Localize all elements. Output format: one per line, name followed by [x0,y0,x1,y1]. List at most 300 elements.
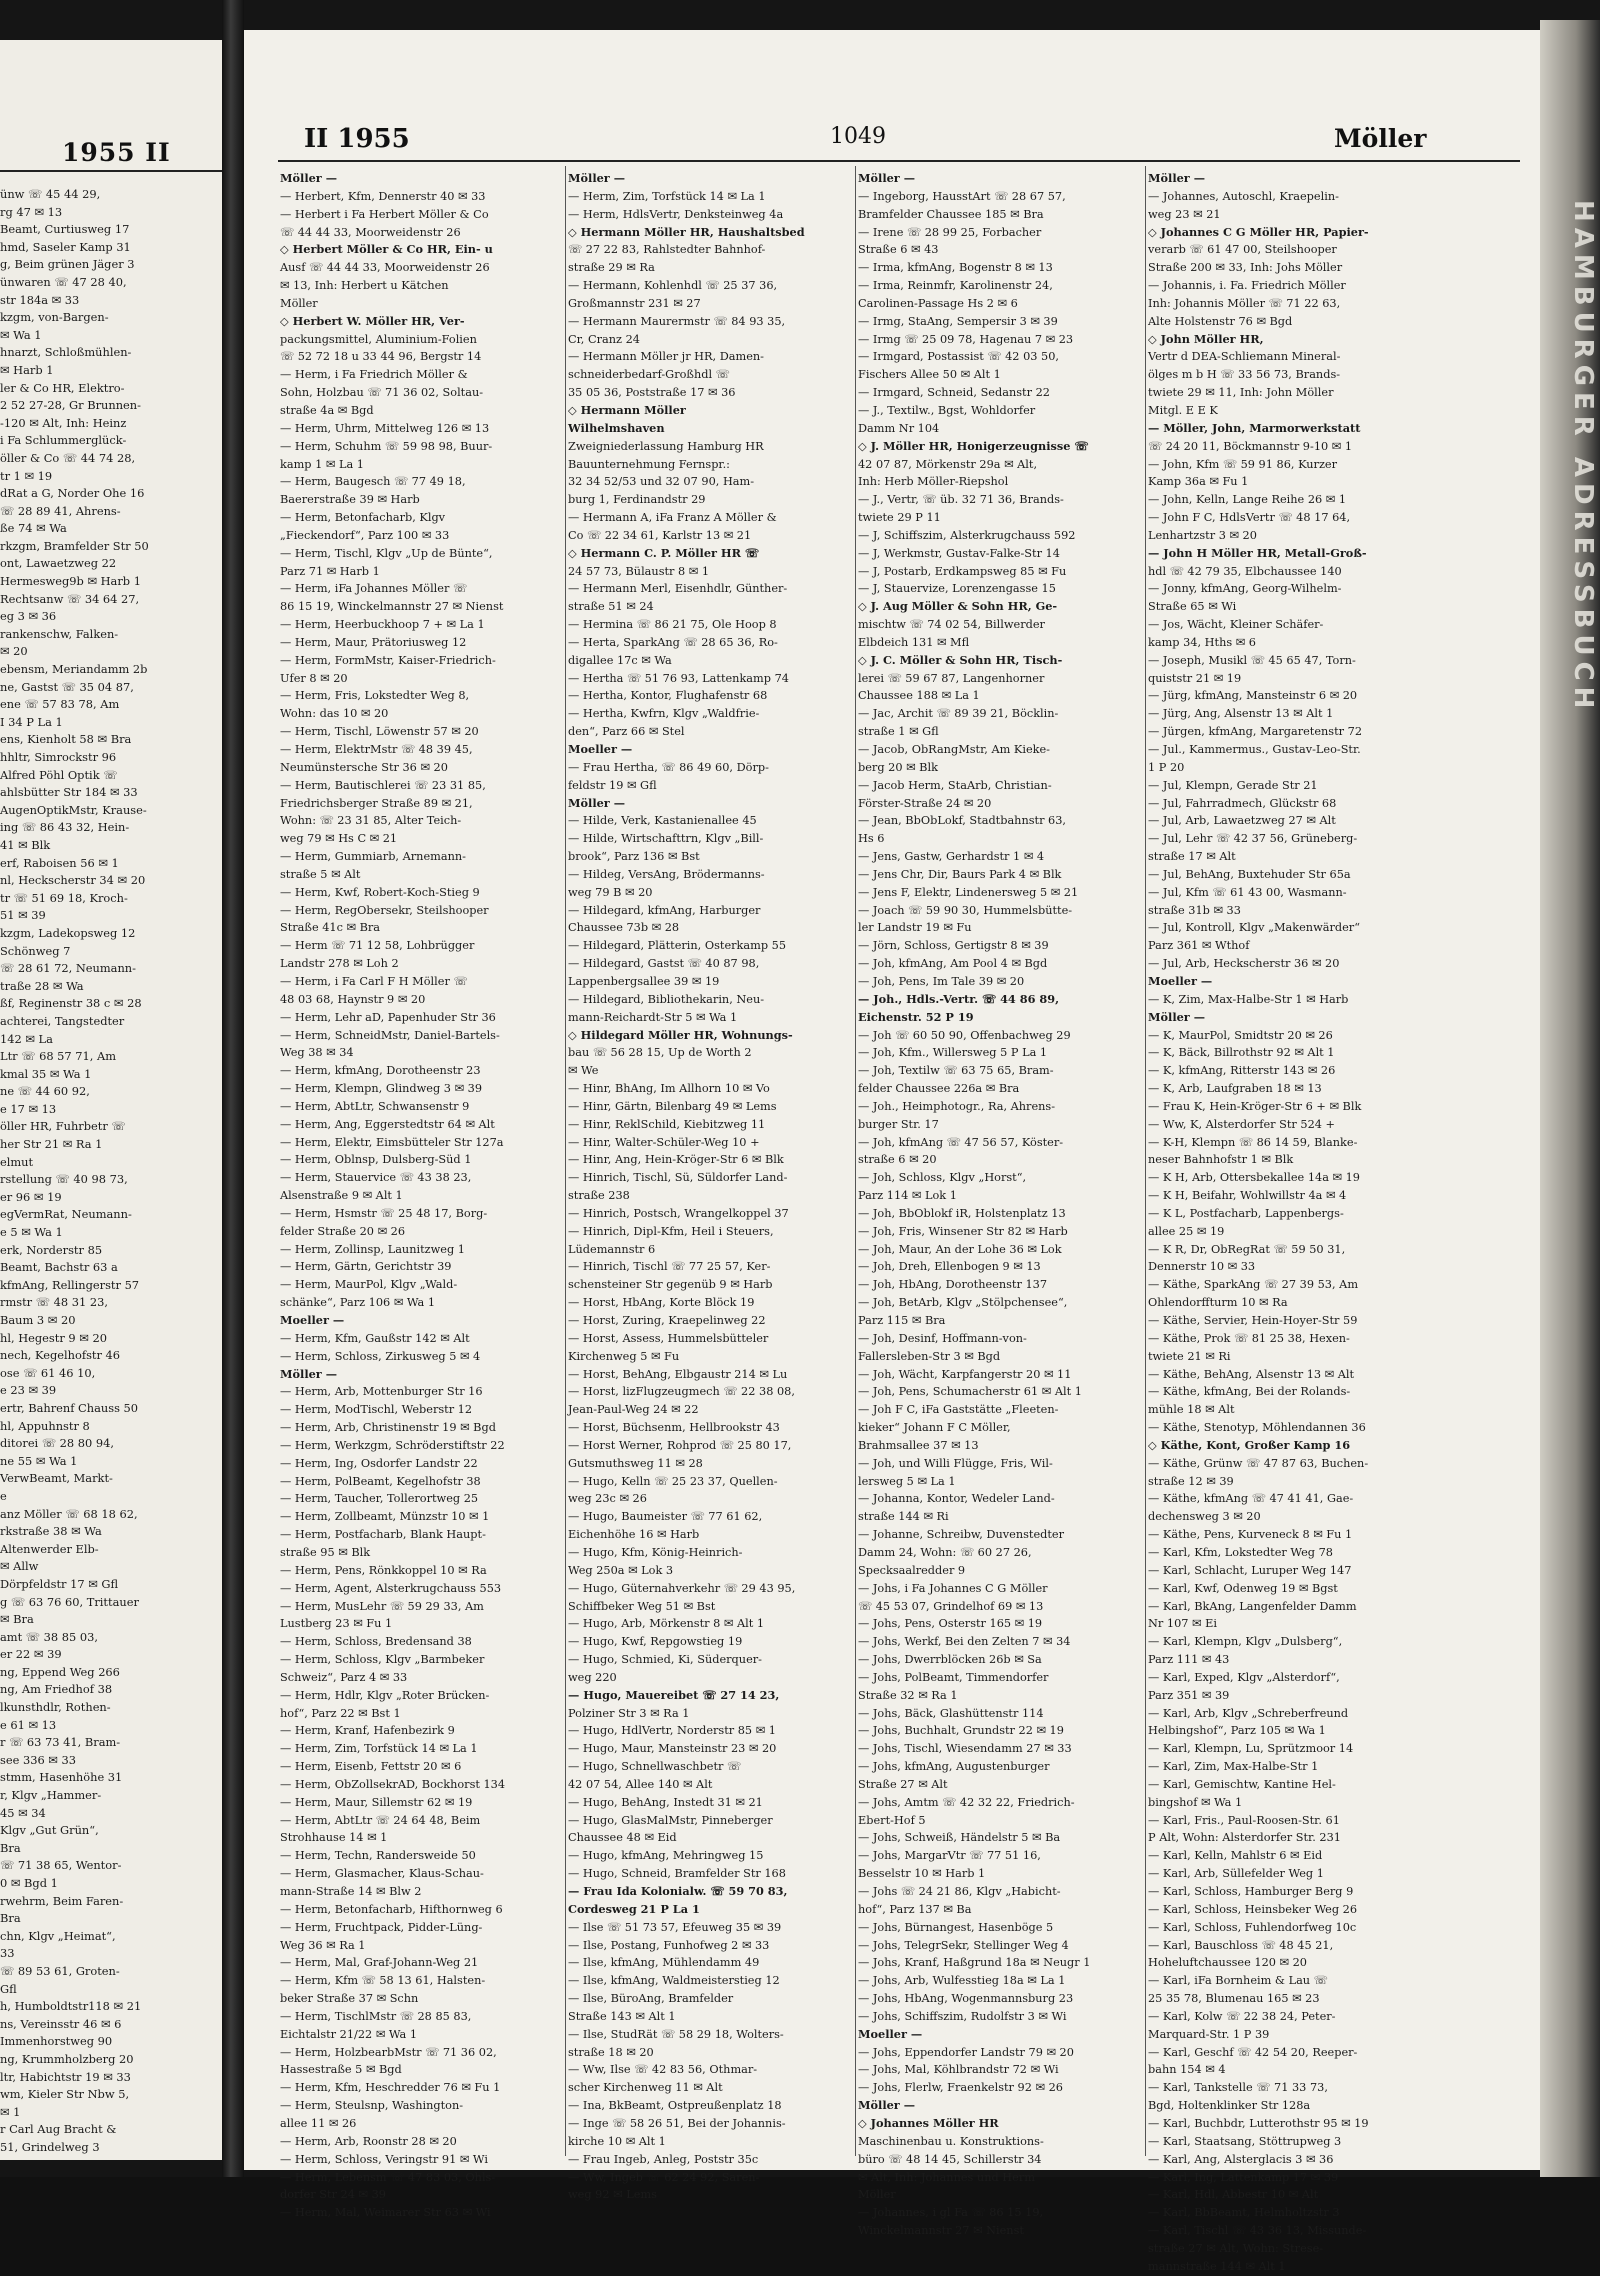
directory-line: nl, Heckscherstr 34 ✉ 20 [0,873,146,888]
directory-line: — Herm, Schloss, Bredensand 38 [280,1635,472,1649]
main-page [244,30,1540,2273]
directory-line: Kamp 36a ✉ Fu 1 [1148,475,1249,489]
column-separator [565,166,566,2156]
directory-line: Möller — [280,171,337,185]
directory-line: anz Möller ☏ 68 18 62, [0,1506,138,1521]
directory-line: Damm Nr 104 [858,421,940,435]
directory-line: weg 23 ✉ 21 [1148,207,1221,221]
directory-line: i Fa Schlummerglück- [0,433,127,448]
directory-column-3 [858,170,1144,2240]
directory-line: -120 ✉ Alt, Inh: Heinz [0,415,127,430]
directory-line: — Hugo, Schmied, Ki, Süderquer- [568,1653,762,1667]
directory-line: straße 12 ✉ 39 [1148,1474,1234,1488]
directory-line: — Herm, Schloss, Veringstr 91 ✉ Wi [280,2152,488,2166]
directory-line: Baererstraße 39 ✉ Harb [280,493,420,507]
directory-line: — Herm, PolBeamt, Kegelhofstr 38 [280,1474,481,1488]
directory-line: Fallersleben-Str 3 ✉ Bgd [858,1349,1001,1363]
directory-line: — Hildegard, Gastst ☏ 40 87 98, [568,957,760,971]
directory-line: — Herm, Arb, Mottenburger Str 16 [280,1385,483,1399]
directory-line: hnarzt, Schloßmühlen- [0,345,132,360]
directory-line: Altenwerder Elb- [0,1541,99,1556]
directory-line: ✉ We [568,1064,599,1078]
directory-line: Förster-Straße 24 ✉ 20 [858,796,992,810]
directory-line: — J, Werkmstr, Gustav-Falke-Str 14 [858,546,1060,560]
directory-line: — John F C, HdlsVertr ☏ 48 17 64, [1148,511,1351,525]
directory-line: — Hildegard, Plätterin, Osterkamp 55 [568,939,787,953]
directory-line: — Karl, Arb, Süllefelder Weg 1 [1148,1867,1324,1881]
directory-line: Schönweg 7 [0,943,71,958]
directory-line: Weg 36 ✉ Ra 1 [280,1938,366,1952]
directory-line: — Herm, Zollbeamt, Münzstr 10 ✉ 1 [280,1510,490,1524]
directory-line: kirche 10 ✉ Alt 1 [568,2134,666,2148]
directory-line: — Jürg, Ang, Alsenstr 13 ✉ Alt 1 [1148,707,1334,721]
directory-line: — Ww, Ingeb ☏ 62 24 92, Saren- [568,2170,760,2184]
directory-line: Ufer 8 ✉ 20 [280,671,348,685]
directory-line: — Hugo, BehAng, Instedt 31 ✉ 21 [568,1795,763,1809]
directory-line: Lappenbergsallee 39 ✉ 19 [568,974,720,988]
directory-line: — John, Kfm ☏ 59 91 86, Kurzer [1148,457,1337,471]
directory-line: Möller [280,296,318,310]
directory-line: r ☏ 63 73 41, Bram- [0,1735,121,1750]
directory-line: Lüdemannstr 6 [568,1242,656,1256]
left-page-header: 1955 II [62,138,171,167]
directory-line: Wilhelmshaven [568,420,665,435]
directory-line: ☏ 52 72 18 u 33 44 96, Bergstr 14 [280,350,482,364]
directory-line: — Herm, Bautischlerei ☏ 23 31 85, [280,778,486,792]
directory-line: — Joh, Pens, Schumacherstr 61 ✉ Alt 1 [858,1385,1082,1399]
directory-line: Bauunternehmung Fernspr.: [568,457,730,471]
directory-line: — K, kfmAng, Ritterstr 143 ✉ 26 [1148,1064,1336,1078]
column-separator [1145,166,1146,2156]
directory-line: Möller — [568,795,625,810]
directory-line: — Herm, Betonfacharb, Klgv [280,511,446,525]
directory-line: — Herm, ModTischl, Weberstr 12 [280,1403,473,1417]
directory-line: — Karl, Geschf ☏ 42 54 20, Reeper- [1148,2045,1358,2059]
directory-line: hl, Appuhnstr 8 [0,1418,90,1433]
directory-line: — Jul, Arb, Heckscherstr 36 ✉ 20 [1148,957,1340,971]
directory-line: ◇ J. Möller HR, Honigerzeugnisse ☏ [858,438,1089,453]
directory-line: — Johs, HbAng, Wogenmannsburg 23 [858,1992,1074,2006]
directory-line: — Herm, Techn, Randersweide 50 [280,1849,476,1863]
directory-line: Möller [858,2188,896,2202]
directory-line: — Herm, Kfm, Gaußstr 142 ✉ Alt [280,1331,470,1345]
directory-line: rkstraße 38 ✉ Wa [0,1524,102,1539]
directory-line: — Käthe, Grünw ☏ 47 87 63, Buchen- [1148,1456,1369,1470]
directory-line: — Joh, Schloss, Klgv „Horst“, [858,1171,1027,1185]
directory-line: — Hinr, Gärtn, Bilenbarg 49 ✉ Lems [568,1099,777,1113]
directory-line: — Herm, Maur, Sillemstr 62 ✉ 19 [280,1795,473,1809]
directory-line: — Herm, Gärtn, Gerichtstr 39 [280,1260,452,1274]
directory-line: — Hinrich, Tischl, Sü, Süldorfer Land- [568,1171,788,1185]
directory-line: Bramfelder Chaussee 185 ✉ Bra [858,207,1044,221]
directory-line: — Karl, Bauschloss ☏ 48 45 21, [1148,1938,1334,1952]
directory-line: — Joach ☏ 59 90 30, Hummelsbütte- [858,903,1073,917]
directory-line: — Herm, Tischl, Klgv „Up de Bünte“, [280,546,493,560]
directory-line: Beamt, Bachstr 63 a [0,1260,118,1275]
directory-line: — Johs, Schweiß, Händelstr 5 ✉ Ba [858,1831,1061,1845]
directory-line: Ebert-Hof 5 [858,1813,926,1827]
directory-line: Co ☏ 22 34 61, Karlstr 13 ✉ 21 [568,528,752,542]
directory-line: ✉ Bra [0,1612,34,1627]
directory-line: — Hugo, HdlVertr, Norderstr 85 ✉ 1 [568,1724,776,1738]
directory-line: Inh: Johannis Möller ☏ 71 22 63, [1148,296,1341,310]
directory-line: — Jürg, kfmAng, Mansteinstr 6 ✉ 20 [1148,689,1358,703]
directory-line: — Joh, BbOblokf iR, Holstenplatz 13 [858,1206,1066,1220]
directory-line: Ohlendorffturm 10 ✉ Ra [1148,1296,1288,1310]
directory-line: ng, Krummholzberg 20 [0,2051,134,2066]
directory-line: 1 P 20 [1148,760,1185,774]
directory-line: kamp 34, Hths ✉ 6 [1148,635,1256,649]
directory-line: Bgd, Holtenklinker Str 128a [1148,2099,1311,2113]
directory-line: — Jul, BehAng, Buxtehuder Str 65a [1148,867,1351,881]
directory-line: — Herm, Arb, Christinenstr 19 ✉ Bgd [280,1421,496,1435]
directory-line: Bra [0,1911,21,1926]
directory-line: weg 220 [568,1670,617,1684]
directory-line: — Hugo, GlasMalMstr, Pinneberger [568,1813,773,1827]
directory-line: — Ilse, StudRät ☏ 58 29 18, Wolters- [568,2027,784,2041]
directory-line: öller HR, Fuhrbetr ☏ [0,1119,126,1134]
directory-line: — Jul, Kontroll, Klgv „Makenwärder“ [1148,921,1360,935]
directory-line: straße 51 ✉ 24 [568,600,654,614]
directory-line: brook“, Parz 136 ✉ Bst [568,850,700,864]
directory-line: — Karl, Schloss, Fuhlendorfweg 10c [1148,1920,1357,1934]
directory-line: — Herm, Baugesch ☏ 77 49 18, [280,475,466,489]
directory-line: — Joh, kfmAng ☏ 47 56 57, Köster- [858,1135,1064,1149]
directory-line: — Johs, Schiffszim, Rudolfstr 3 ✉ Wi [858,2009,1067,2023]
directory-line: neser Bahnhofstr 1 ✉ Blk [1148,1153,1294,1167]
directory-line: — Jul, Klempn, Gerade Str 21 [1148,778,1318,792]
directory-line: ◇ Johannes C G Möller HR, Papier- [1148,224,1369,239]
directory-line: — Hugo, kfmAng, Mehringweg 15 [568,1849,764,1863]
directory-line: ◇ John Möller HR, [1148,331,1264,346]
directory-line: felder Chaussee 226a ✉ Bra [858,1082,1020,1096]
directory-line: — Herm, Arb, Roonstr 28 ✉ 20 [280,2134,457,2148]
directory-line: — Käthe, Stenotyp, Möhlendannen 36 [1148,1421,1366,1435]
left-header-rule [0,170,222,172]
directory-line: ◇ Herbert Möller & Co HR, Ein- u [280,242,493,257]
directory-line: — Herm, Schuhm ☏ 59 98 98, Buur- [280,439,493,453]
directory-line: scher Kirchenweg 11 ✉ Alt [568,2081,723,2095]
directory-line: Wohn: das 10 ✉ 20 [280,707,389,721]
directory-line: — Herm, Zollinsp, Launitzweg 1 [280,1242,465,1256]
directory-line: ßf, Reginenstr 38 c ✉ 28 [0,996,142,1011]
directory-line: Hermesweg9b ✉ Harb 1 [0,574,141,589]
directory-line: „Fieckendorf“, Parz 100 ✉ 33 [280,528,450,542]
directory-line: Möller — [568,171,625,185]
directory-line: Klgv „Gut Grün“, [0,1823,99,1838]
directory-line: 142 ✉ La [0,1031,53,1046]
directory-line: — Hinr, Walter-Schüler-Weg 10 + [568,1135,760,1149]
directory-line: Hassestraße 5 ✉ Bgd [280,2063,402,2077]
directory-line: — Johs, Bürnangest, Hasenböge 5 [858,1920,1054,1934]
directory-line: Möller — [1148,171,1205,185]
directory-line: dechensweg 3 ✉ 20 [1148,1510,1261,1524]
directory-line: — Herm, Betonfacharb, Hifthornweg 6 [280,1902,503,1916]
directory-line: — Karl, iFa Bornheim & Lau ☏ [1148,1974,1328,1988]
directory-line: mann-Straße 14 ✉ Blw 2 [280,1885,422,1898]
directory-line: — Jürgen, kfmAng, Margaretenstr 72 [1148,725,1363,739]
directory-line: ◇ Käthe, Kont, Großer Kamp 16 [1148,1437,1351,1452]
directory-line: weg 92 ✉ Lems [568,2188,657,2202]
directory-line: — Karl, Kwf, Odenweg 19 ✉ Bgst [1148,1581,1338,1595]
directory-line: — Herbert, Kfm, Dennerstr 40 ✉ 33 [280,189,486,203]
directory-line: — Jörn, Schloss, Gertigstr 8 ✉ 39 [858,939,1049,953]
directory-line: — Joh., Hdls.-Vertr. ☏ 44 86 89, [858,991,1060,1006]
directory-line: — Hermann Maurermstr ☏ 84 93 35, [568,314,786,328]
directory-line: — Herm, Gummiarb, Arnemann- [280,850,466,864]
directory-line: — Herm, Fris, Lokstedter Weg 8, [280,689,470,703]
directory-line: — Johs, kfmAng, Augustenburger [858,1760,1050,1774]
directory-line: e 23 ✉ 39 [0,1383,57,1398]
directory-line: — Herm, Lehr aD, Papenhuder Str 36 [280,1010,496,1024]
directory-line: — Joh., Heimphotogr., Ra, Ahrens- [858,1099,1056,1113]
directory-line: Hs 6 [858,832,885,846]
directory-line: — Johanne, Schreibw, Duvenstedter [858,1528,1064,1542]
directory-line: rwehrm, Beim Faren- [0,1893,124,1908]
directory-line: Moeller — [1148,973,1213,988]
directory-line: chn, Klgv „Heimat“, [0,1928,116,1943]
directory-line: ☏ 45 53 07, Grindelhof 69 ✉ 13 [858,1599,1044,1613]
directory-line: straße 18 ✉ 20 [568,2045,654,2059]
directory-line: Straße 200 ✉ 33, Inh: Johs Möller [1148,261,1343,275]
directory-line: Parz 351 ✉ 39 [1148,1688,1230,1702]
directory-line: — Karl, Buchbdr, Lutterothstr 95 ✉ 19 [1148,2116,1369,2130]
directory-line: ertr, Bahrenf Chauss 50 [0,1400,139,1415]
directory-line: — Hugo, Mauereibet ☏ 27 14 23, [568,1687,780,1702]
directory-line: 24 57 73, Bülaustr 8 ✉ 1 [568,564,710,578]
directory-line: — Jul, Fahrradmech, Glückstr 68 [1148,796,1337,810]
directory-line: — Hugo, Baumeister ☏ 77 61 62, [568,1510,763,1524]
directory-line: — Hertha, Kontor, Flughafenstr 68 [568,689,768,703]
directory-line: Straße 65 ✉ Wi [1148,600,1237,614]
directory-line: schänke“, Parz 106 ✉ Wa 1 [280,1296,436,1310]
directory-line: — Herm, Zim, Torfstück 14 ✉ La 1 [280,1742,478,1756]
directory-line: twiete 29 P 11 [858,511,941,525]
directory-line: — Hugo, Kelln ☏ 25 23 37, Quellen- [568,1474,778,1488]
directory-line: 42 07 54, Allee 140 ✉ Alt [568,1777,713,1791]
directory-line: — Hermann Möller jr HR, Damen- [568,350,765,364]
book-gutter [222,0,244,2177]
directory-line: straße 95 ✉ Blk [280,1545,371,1559]
directory-line: — Ww, Ilse ☏ 42 83 56, Othmar- [568,2063,758,2077]
left-page-column [0,186,215,2157]
directory-line: — Jens Chr, Dir, Baurs Park 4 ✉ Blk [858,867,1062,881]
directory-line: — Hinrich, Dipl-Kfm, Heil i Steuers, [568,1224,774,1238]
directory-line: — Hermann A, iFa Franz A Möller & [568,511,777,525]
directory-line: — Irmgard, Schneid, Sedanstr 22 [858,386,1050,400]
directory-line: — Johs, i Fa Johannes C G Möller [858,1581,1048,1595]
directory-line: Möller — [1148,1009,1205,1024]
directory-line: — John H Möller HR, Metall-Groß- [1148,545,1367,560]
directory-line: Weg 38 ✉ 34 [280,1046,354,1060]
directory-line: — Herm, Kranf, Hafenbezirk 9 [280,1724,455,1738]
directory-line: Immenhorstweg 90 [0,2034,113,2049]
directory-line: ße 74 ✉ Wa [0,521,67,536]
directory-line: — Hugo, Kfm, König-Heinrich- [568,1545,743,1559]
directory-line: — Jacob, ObRangMstr, Am Kieke- [858,743,1050,756]
directory-line: — Jul, Lehr ☏ 42 37 56, Grüneberg- [1148,832,1358,846]
directory-line: ltr, Habichtstr 19 ✉ 33 [0,2069,131,2084]
directory-line: Polziner Str 3 ✉ Ra 1 [568,1706,690,1720]
directory-line: — Hugo, Schnellwaschbetr ☏ [568,1760,742,1774]
directory-line: Großmannstr 231 ✉ 27 [568,296,701,310]
directory-line: Straße 143 ✉ Alt 1 [568,2009,676,2023]
directory-line: — Johannes, Autoschl, Kraepelin- [1148,189,1339,203]
directory-line: Marquard-Str. 1 P 39 [1148,2027,1270,2041]
directory-line: — Herm, SchneidMstr, Daniel-Bartels- [280,1028,500,1042]
directory-line: ◇ J. C. Möller & Sohn HR, Tisch- [858,652,1063,667]
directory-line: — Käthe, kfmAng, Bei der Rolands- [1148,1385,1351,1399]
directory-line: — Joh, Wächt, Karpfangerstr 20 ✉ 11 [858,1367,1072,1381]
directory-line: ens, Kienholt 58 ✉ Bra [0,732,132,747]
directory-line: Parz 71 ✉ Harb 1 [280,564,380,578]
directory-line: ✉ Allw [0,1559,39,1574]
directory-line: — Joh, HbAng, Dorotheenstr 137 [858,1278,1048,1292]
directory-line: — Hinrich, Tischl ☏ 77 25 57, Ker- [568,1260,771,1274]
directory-line: Chaussee 48 ✉ Eid [568,1831,677,1845]
directory-line: — Frau K, Hein-Kröger-Str 6 + ✉ Blk [1148,1099,1362,1113]
header-running-name: Möller [1334,124,1427,153]
directory-line: straße 144 ✉ Ri [858,1510,949,1524]
directory-line: kamp 1 ✉ La 1 [280,457,364,471]
directory-line: Moeller — [280,1313,345,1327]
directory-line: — Johs, Buchhalt, Grundstr 22 ✉ 19 [858,1724,1064,1738]
directory-line: e 17 ✉ 13 [0,1101,57,1116]
directory-line: — Herm, Mal, Weimarer Str 63 ✉ Wi [280,2206,491,2220]
directory-line: — Frau Ida Kolonialw. ☏ 59 70 83, [568,1884,788,1898]
directory-line: — Joseph, Musikl ☏ 45 65 47, Torn- [1148,653,1356,667]
directory-line: — Herm, Werkzgm, Schröderstiftstr 22 [280,1438,505,1452]
directory-line: — Johs, Arb, Wulfesstieg 18a ✉ La 1 [858,1974,1066,1988]
directory-line: — Karl, Arb, Klgv „Schreberfreund [1148,1706,1349,1720]
directory-line: 0 ✉ Bgd 1 [0,1876,58,1890]
directory-line: — Jul., Kammermus., Gustav-Leo-Str. [1148,743,1361,756]
directory-line: — Jos, Wächt, Kleiner Schäfer- [1148,618,1324,632]
directory-line: — Hugo, Güternahverkehr ☏ 29 43 95, [568,1581,796,1595]
directory-line: — K, Bäck, Billrothstr 92 ✉ Alt 1 [1148,1046,1335,1060]
directory-line: — K-H, Klempn ☏ 86 14 59, Blanke- [1148,1135,1358,1149]
directory-line: — Hinrich, Postsch, Wrangelkoppel 37 [568,1206,789,1220]
directory-line: — Ilse, kfmAng, Mühlendamm 49 [568,1956,760,1970]
directory-line: mann-Reichardt-Str 5 ✉ Wa 1 [568,1010,738,1024]
directory-line: — K R, Dr, ObRegRat ☏ 59 50 31, [1148,1242,1346,1256]
directory-line: — Hinr, Ang, Hein-Kröger-Str 6 ✉ Blk [568,1153,784,1167]
directory-line: — Herm, Maur, Prätoriusweg 12 [280,635,467,649]
directory-line: Damm 24, Wohn: ☏ 60 27 26, [858,1545,1032,1559]
directory-line: Schiffbeker Weg 51 ✉ Bst [568,1599,716,1613]
directory-line: — Käthe, SparkAng ☏ 27 39 53, Am [1148,1278,1359,1292]
directory-line: — Hilde, Wirtschafttrn, Klgv „Bill- [568,832,764,846]
directory-line: — J., Textilw., Bgst, Wohldorfer [858,403,1036,417]
directory-line: digallee 17c ✉ Wa [568,653,672,667]
directory-line: bahn 154 ✉ 4 [1148,2063,1226,2077]
directory-line: egVermRat, Neumann- [0,1207,132,1222]
directory-line: — Johs, Kranf, Haßgrund 18a ✉ Neugr 1 [858,1956,1091,1970]
directory-line: — Herm, TischlMstr ☏ 28 85 83, [280,2009,472,2023]
directory-line: e 61 ✉ 13 [0,1717,57,1732]
directory-line: traße 28 ✉ Wa [0,978,84,993]
directory-line: — Herm, AbtLtr, Schwansenstr 9 [280,1099,470,1113]
directory-line: stmm, Hasenhöhe 31 [0,1770,123,1785]
directory-line: — Karl, Klempn, Klgv „Dulsberg“, [1148,1635,1343,1649]
directory-line: ◇ Hermann Möller [568,402,686,417]
directory-line: — Herm, Schloss, Zirkusweg 5 ✉ 4 [280,1349,481,1363]
directory-line: — Jac, Archit ☏ 89 39 21, Böcklin- [858,707,1059,721]
directory-line: — Herm, Ing, Osdorfer Landstr 22 [280,1456,478,1470]
directory-line: straße 17 ✉ Alt [1148,850,1236,864]
directory-line: Maschinenbau u. Konstruktions- [858,2134,1044,2148]
directory-line: Sohn, Holzbau ☏ 71 36 02, Soltau- [280,386,484,400]
directory-line: — Horst Werner, Rohprod ☏ 25 80 17, [568,1438,792,1452]
directory-line: — Karl, Schlacht, Luruper Weg 147 [1148,1563,1352,1577]
directory-line: ☏ 28 61 72, Neumann- [0,961,136,976]
directory-line: — Joh, und Willi Flügge, Fris, Wil- [858,1456,1053,1470]
directory-line: g, Beim grünen Jäger 3 [0,257,135,272]
directory-line: Jean-Paul-Weg 24 ✉ 22 [568,1403,699,1417]
directory-line: Strohhause 14 ✉ 1 [280,1831,388,1845]
directory-line: lkunsthdlr, Rothen- [0,1700,111,1715]
directory-column-4 [1148,170,1430,2276]
directory-line: — Herm, i Fa Carl F H Möller ☏ [280,974,468,988]
directory-line: — Karl, Tischl ☏ 43 36 13, Missunde- [1148,2224,1367,2238]
directory-line: — Frau Ingeb, Anleg, Poststr 35c [568,2152,759,2166]
directory-line: — Jonny, kfmAng, Georg-Wilhelm- [1148,582,1342,596]
directory-line: 32 34 52/53 und 32 07 90, Ham- [568,475,755,489]
directory-line: — Hilde, Verk, Kastanienallee 45 [568,814,757,828]
directory-column-1 [280,170,564,2222]
directory-line: kzgm, Ladekopsweg 12 [0,925,136,940]
directory-line: — Möller, John, Marmorwerkstatt [1148,420,1361,435]
directory-line: straße 6 ✉ 20 [858,1153,937,1167]
directory-line: ✉ Alt, Inh: Johannes und Herm [858,2170,1035,2184]
directory-line: — Hugo, Maur, Mansteinstr 23 ✉ 20 [568,1742,777,1756]
directory-line: — Ww, K, Alsterdorfer Str 524 + [1148,1117,1336,1131]
directory-line: bau ☏ 56 28 15, Up de Worth 2 [568,1046,752,1060]
directory-line: — Herm, FormMstr, Kaiser-Friedrich- [280,653,496,667]
directory-line: Carolinen-Passage Hs 2 ✉ 6 [858,296,1018,310]
directory-line: AugenOptikMstr, Krause- [0,802,147,817]
directory-line: mischtw ☏ 74 02 54, Billwerder [858,618,1045,632]
directory-line: — Horst, BehAng, Elbgaustr 214 ✉ Lu [568,1367,788,1381]
directory-line: — Johs, Bäck, Glashüttenstr 114 [858,1706,1044,1720]
directory-line: ing ☏ 86 43 32, Hein- [0,820,130,835]
directory-line: — Karl, Kolw ☏ 22 38 24, Peter- [1148,2009,1336,2023]
directory-line: ditorei ☏ 28 80 94, [0,1436,115,1451]
directory-line: ✉ Harb 1 [0,362,54,377]
directory-line: hof“, Parz 137 ✉ Ba [858,1902,972,1916]
directory-line: Straße 32 ✉ Ra 1 [858,1688,958,1702]
directory-line: ☏ 28 89 41, Ahrens- [0,503,121,518]
directory-line: elmut [0,1154,34,1169]
directory-line: — Inge ☏ 58 26 51, Bei der Johannis- [568,2116,786,2130]
directory-line: — Herm, RegObersekr, Steilshooper [280,903,489,917]
directory-line: — Hugo, Arb, Mörkenstr 8 ✉ Alt 1 [568,1617,765,1631]
directory-line: — Herm, Oblnsp, Dulsberg-Süd 1 [280,1153,472,1167]
directory-line: büro ☏ 48 14 45, Schillerstr 34 [858,2152,1042,2166]
directory-line: — Herm, HolzbearbMstr ☏ 71 36 02, [280,2045,497,2059]
directory-line: g ☏ 63 76 60, Trittauer [0,1594,139,1609]
directory-line: — Hinr, ReklSchild, Kiebitzweg 11 [568,1117,766,1131]
directory-line: kieker“ Johann F C Möller, [858,1421,1011,1435]
directory-line: ✉ 1 [0,2104,21,2119]
directory-line: — Herm, i Fa Friedrich Möller & [280,368,468,382]
directory-line: — Johs, MargarVtr ☏ 77 51 16, [858,1849,1041,1863]
directory-line: 51 ✉ 39 [0,908,46,923]
directory-line: bingshof ✉ Wa 1 [1148,1795,1243,1809]
directory-line: — Käthe, Servier, Hein-Hoyer-Str 59 [1148,1314,1358,1327]
directory-line: mühle 18 ✉ Alt [1148,1403,1235,1417]
directory-line: — Karl, Kfm, Lokstedter Weg 78 [1148,1545,1333,1559]
